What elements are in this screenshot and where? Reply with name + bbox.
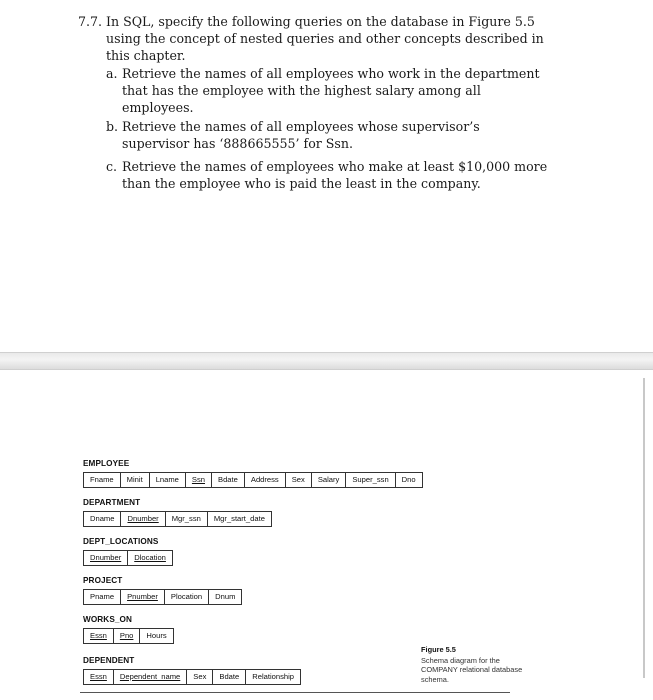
primary-key-attribute: Dnumber — [121, 512, 165, 526]
attribute: Dno — [401, 475, 416, 484]
figure-caption-text: Schema diagram for the COMPANY relational database schema. — [421, 655, 523, 684]
relation-name-project: PROJECT — [83, 576, 123, 585]
relation-name-department: DEPARTMENT — [83, 498, 141, 507]
attribute: Bdate — [212, 473, 245, 487]
exercise-7-7 — [78, 13, 548, 192]
attribute: Mgr_ssn — [166, 512, 208, 526]
relation-name-works-on: WORKS_ON — [83, 615, 133, 624]
figure-title: Figure 5.5 — [421, 645, 456, 654]
primary-key-attribute: Essn — [84, 670, 114, 684]
primary-key-attribute: Essn — [84, 629, 114, 643]
primary-key-attribute: Dlocation — [134, 553, 166, 562]
sub-question-b — [106, 118, 548, 152]
relation-department — [83, 511, 272, 527]
sub-question-label: b. — [106, 119, 119, 134]
attribute: Sex — [187, 670, 213, 684]
attribute: Lname — [150, 473, 186, 487]
attribute: Dnum — [215, 592, 236, 601]
sub-question-text: Retrieve the names of all employees who work in the department that has the employee with the highest salary among all employees. — [122, 66, 540, 115]
primary-key-attribute: Pnumber — [121, 590, 165, 604]
attribute: Minit — [121, 473, 150, 487]
attribute: Dname — [84, 512, 121, 526]
attribute: Salary — [312, 473, 347, 487]
sub-question-label: c. — [106, 159, 118, 174]
primary-key-attribute: Dnumber — [84, 551, 128, 565]
figure-caption — [421, 645, 531, 684]
attribute: Super_ssn — [346, 473, 395, 487]
sub-question-text: Retrieve the names of employees who make at least $10,000 more than the employee who is paid the least in the company. — [122, 159, 548, 191]
attribute: Bdate — [213, 670, 246, 684]
sub-question-c — [106, 158, 548, 192]
relation-name-employee: EMPLOYEE — [83, 459, 130, 468]
attribute: Relationship — [252, 672, 295, 681]
attribute: Hours — [146, 631, 167, 640]
attribute: Fname — [84, 473, 121, 487]
attribute: Sex — [286, 473, 312, 487]
relation-name-dept-locations: DEPT_LOCATIONS — [83, 537, 159, 546]
primary-key-attribute: Ssn — [186, 473, 212, 487]
attribute: Address — [245, 473, 286, 487]
relation-project — [83, 589, 242, 605]
attribute: Mgr_start_date — [213, 514, 265, 523]
primary-key-attribute: Dependent_name — [114, 670, 187, 684]
attribute: Plocation — [165, 590, 209, 604]
primary-key-attribute: Pno — [114, 629, 141, 643]
page-divider — [0, 352, 653, 370]
figure-rule — [80, 692, 510, 693]
scrollbar-track[interactable] — [643, 378, 645, 678]
attribute: Pname — [84, 590, 121, 604]
relation-name-dependent: DEPENDENT — [83, 656, 135, 665]
relation-employee — [83, 472, 423, 488]
relation-dependent — [83, 669, 301, 685]
relation-dept-locations — [83, 550, 173, 566]
relation-works-on — [83, 628, 174, 644]
sub-question-label: a. — [106, 66, 118, 81]
sub-question-text: Retrieve the names of all employees whose supervisor’s supervisor has ‘888665555’ for Ssn. — [122, 119, 480, 151]
exercise-intro: In SQL, specify the following queries on the database in Figure 5.5 using the concept of nested queries and other concepts described in this chapter. — [106, 14, 544, 63]
sub-question-a — [106, 65, 548, 116]
exercise-number: 7.7. — [78, 14, 103, 29]
